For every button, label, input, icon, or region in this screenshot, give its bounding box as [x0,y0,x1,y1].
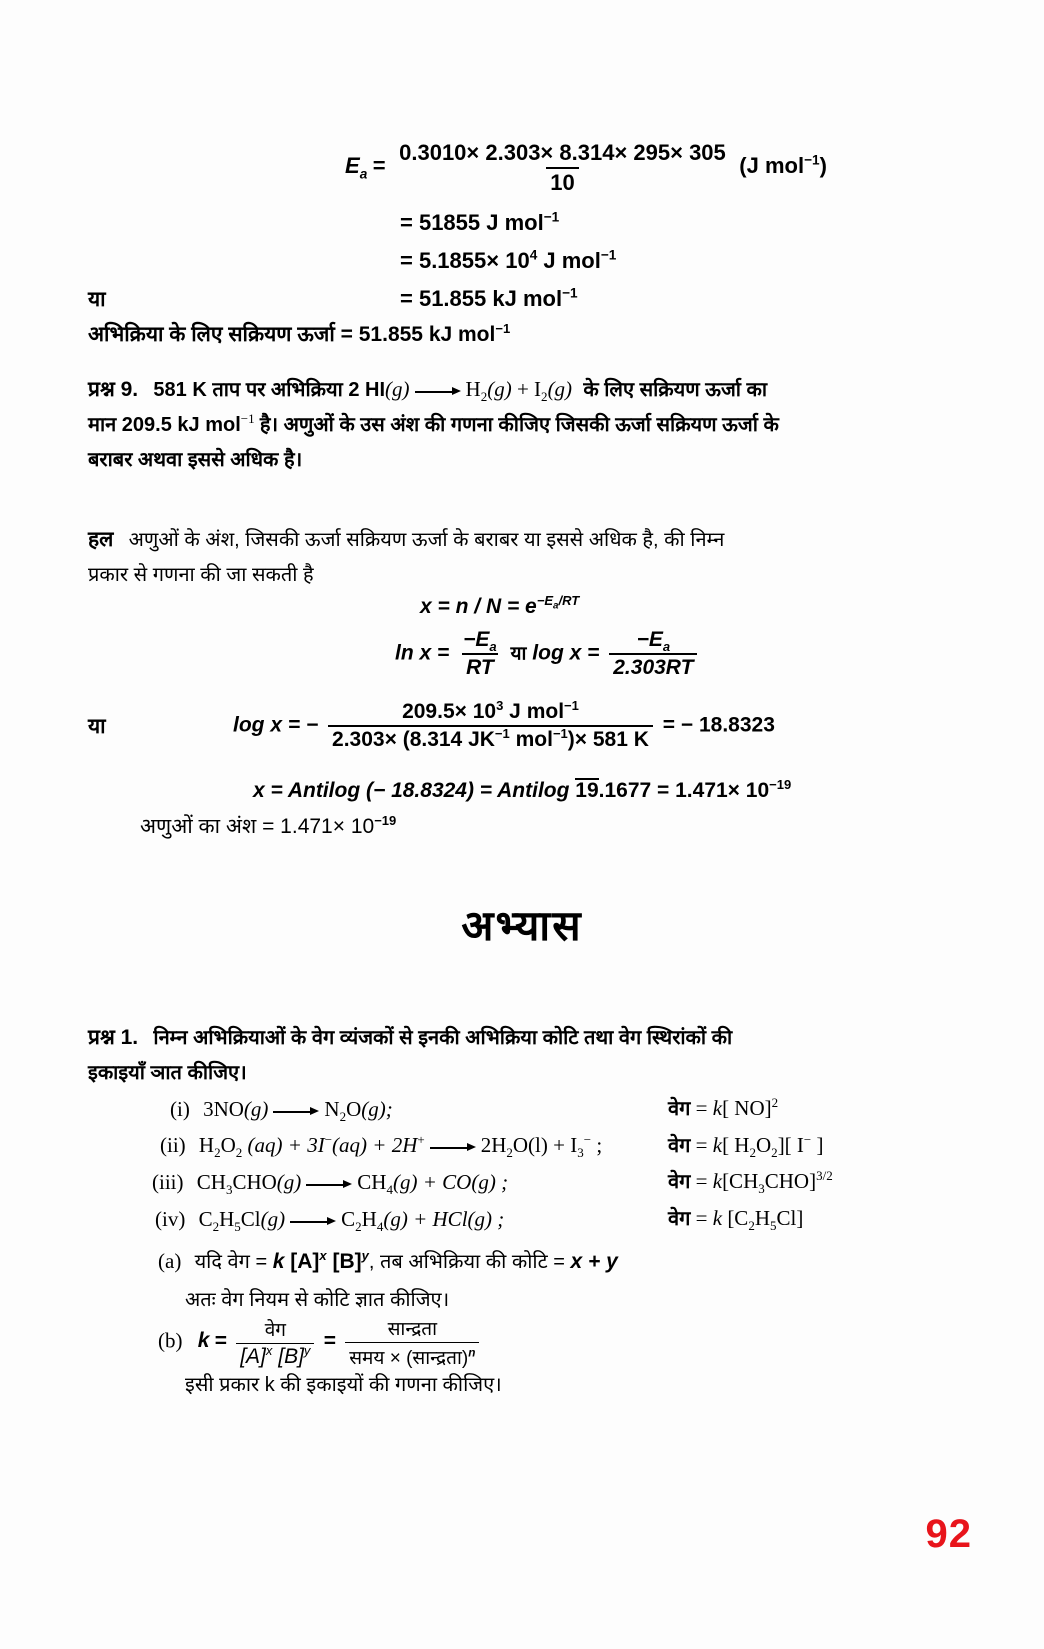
note-b: (b) k = $\frac{\text{वेग}}{[A]^x [B]^y}$ = $\frac{\text{सान्द्रता}}{समय \times (सान्द्रता)^n}$ [158,1315,483,1370]
question-9-line-3: बराबर अथवा इससे अधिक है। [88,449,303,471]
solution-9-equation-3: log x = − $\frac{209.5\times 10^3 J mol^{-1}}{2.303\times (8.314 JK^{-1} mol^{-1})\times 581 K}$ = − 18.8323 [233,698,775,751]
solution-9-equation-2: ln x = $\frac{-E_a}{RT}$ या log x = $\frac{-E_a}{2.303RT}$ [395,628,701,680]
ea-numerator: 0.3010× 2.303× 8.314× 295× 305 [399,140,726,165]
reaction-arrow [273,1102,319,1121]
reaction-equation-iii: $CH_3CHO(g) CH_4(g) + CO(g)$ ; [196,1170,509,1198]
or-inline: या [510,643,527,665]
frac-denominator-conc: $[A]^x$ $[B]^y$ [236,1343,314,1369]
note-marker-a: (a) [158,1249,182,1273]
equals-sign: = [372,153,386,179]
concentration-time-fraction [345,1315,479,1370]
ln-numerator: $-E_a$ [463,628,497,655]
log-fraction [609,628,697,680]
rate-expression-i: वेग = k[ NO]$^2$ [668,1095,779,1120]
reaction-equation-iv: $C_2H_5Cl(g) C_2H_4(g) + HCl(g)$ ; [198,1207,505,1235]
reaction-marker-ii: (ii) [160,1133,186,1157]
reaction-arrow [430,1138,476,1157]
reaction-equation-i: 3NO(g) $N_2O(g)$; [203,1097,393,1125]
page-number: 92 [925,1512,972,1556]
solution-label: हल [88,528,114,551]
exercise-heading: अभ्यास [461,902,583,949]
logx-fraction [328,700,653,752]
or-label-2: या [88,715,106,738]
ea-fraction [395,140,730,196]
ea-units: (J mol$^{-1}$) [739,152,827,179]
ea-denominator: 10 [546,167,578,196]
ea-formula-line [345,140,827,196]
question-9-line-2: मान 209.5 kJ mol$^{-1}$ है। अणुओं के उस अंश की गणना कीजिए जिसकी ऊर्जा सक्रियण ऊर्जा के [88,411,779,436]
note-a-line-2: अतः वेग नियम से कोटि ज्ञात कीजिए। [185,1289,450,1311]
question-9-line-1 [88,375,767,403]
ea-line-3: = $5.1855\times 10^4$ J mol$^{-1}$ [400,247,617,273]
reaction-marker-i: (i) [170,1097,190,1121]
ea-line-4: = 51.855 kJ mol$^{-1}$ [400,285,578,311]
reaction-item-iv [155,1207,505,1235]
solution-9-equation-1: $x = n / N = e^{-E_a/RT}$ [420,593,580,618]
solution-9-text-1: अणुओं के अंश, जिसकी ऊर्जा सक्रियण ऊर्जा के बराबर या इससे अधिक है, की निम्न [128,529,725,551]
note-b-line-2: इसी प्रकार k की इकाइयों की गणना कीजिए। [185,1374,502,1396]
activation-energy-conclusion: अभिक्रिया के लिए सक्रियण ऊर्जा = 51.855 kJ mol$^{-1}$ [88,321,511,346]
reaction-marker-iii: (iii) [152,1170,184,1194]
rate-over-conc-fraction [236,1316,314,1369]
question-9-text-1: 581 K ताप पर अभिक्रिया 2 HI(g) $H_2(g) + I_2(g)$ [153,377,573,405]
rate-expression-ii: वेग = k[ $H_2O_2$][ I− ] [668,1132,824,1161]
logx-result: = − 18.8323 [662,713,775,737]
rate-expression-iv: वेग = k $[C_2H_5Cl]$ [668,1206,804,1234]
note-marker-b: (b) [158,1328,183,1353]
log-denominator: 2.303RT [609,653,697,680]
rate-constant-symbol: k [197,1329,210,1353]
reaction-equation-ii: $H_2O_2$ (aq) + 3I−(aq) + 2H+ $2H_2O(l) + I_3^-$ ; [198,1132,603,1161]
note-a-line-1: (a) यदि वेग = k $[A]^x$ $[B]^y$, तब अभिक्रिया की कोटि = x + y [158,1248,618,1273]
ln-fraction [459,628,501,680]
logx-denominator: 2.303× (8.314 $JK^{-1}$ mol$^{-1}$)× 581 K [328,725,653,752]
frac-denominator-time: समय × (सान्द्रता)$^n$ [345,1342,479,1370]
frac-numerator-concentration: सान्द्रता [387,1319,438,1340]
question-9-text-2: के लिए सक्रियण ऊर्जा का [583,379,768,401]
reaction-arrow [306,1175,352,1194]
rate-expression-iii: वेग = $k[CH_3CHO]^{3/2}$ [668,1168,833,1197]
reaction-arrow [290,1212,336,1231]
solution-9-line-2: प्रकार से गणना की जा सकती है [88,564,314,586]
reaction-marker-iv: (iv) [155,1207,186,1231]
exercise-question-1-text: निम्न अभिक्रियाओं के वेग व्यंजकों से इनकी अभिक्रिया कोटि तथा वेग स्थिरांकों की [153,1027,733,1049]
ln-denominator: RT [462,653,498,680]
reaction-item-ii [160,1132,603,1161]
exercise-question-1-line-1 [88,1023,732,1051]
reaction-arrow [415,382,461,401]
frac-numerator-rate: वेग [264,1320,286,1341]
ea-line-2: = 51855 J mol$^{-1}$ [400,209,560,235]
reaction-item-i [170,1097,393,1125]
question-9-label: प्रश्न 9. [88,378,139,401]
exercise-question-1-label: प्रश्न 1. [88,1026,139,1049]
reaction-item-iii [152,1170,509,1198]
solution-9-equation-4: x = Antilog (− 18.8324) = Antilog $19.1677 = 1.471\times 10^{-19}$ [253,777,792,802]
logx-numerator: $209.5\times 10^3$ J mol$^{-1}$ [402,698,579,723]
solution-9-line-1 [88,525,724,553]
ea-symbol: $E_a$ [345,153,368,182]
log-numerator: $-E_a$ [636,628,671,655]
exercise-question-1-line-2: इकाइयाँ ञात कीजिए। [88,1062,247,1084]
solution-9-final: अणुओं का अंश = $1.471\times 10^{-19}$ [140,813,397,838]
antilog-overbar: 19 [575,779,599,802]
or-label-1: या [88,288,106,311]
